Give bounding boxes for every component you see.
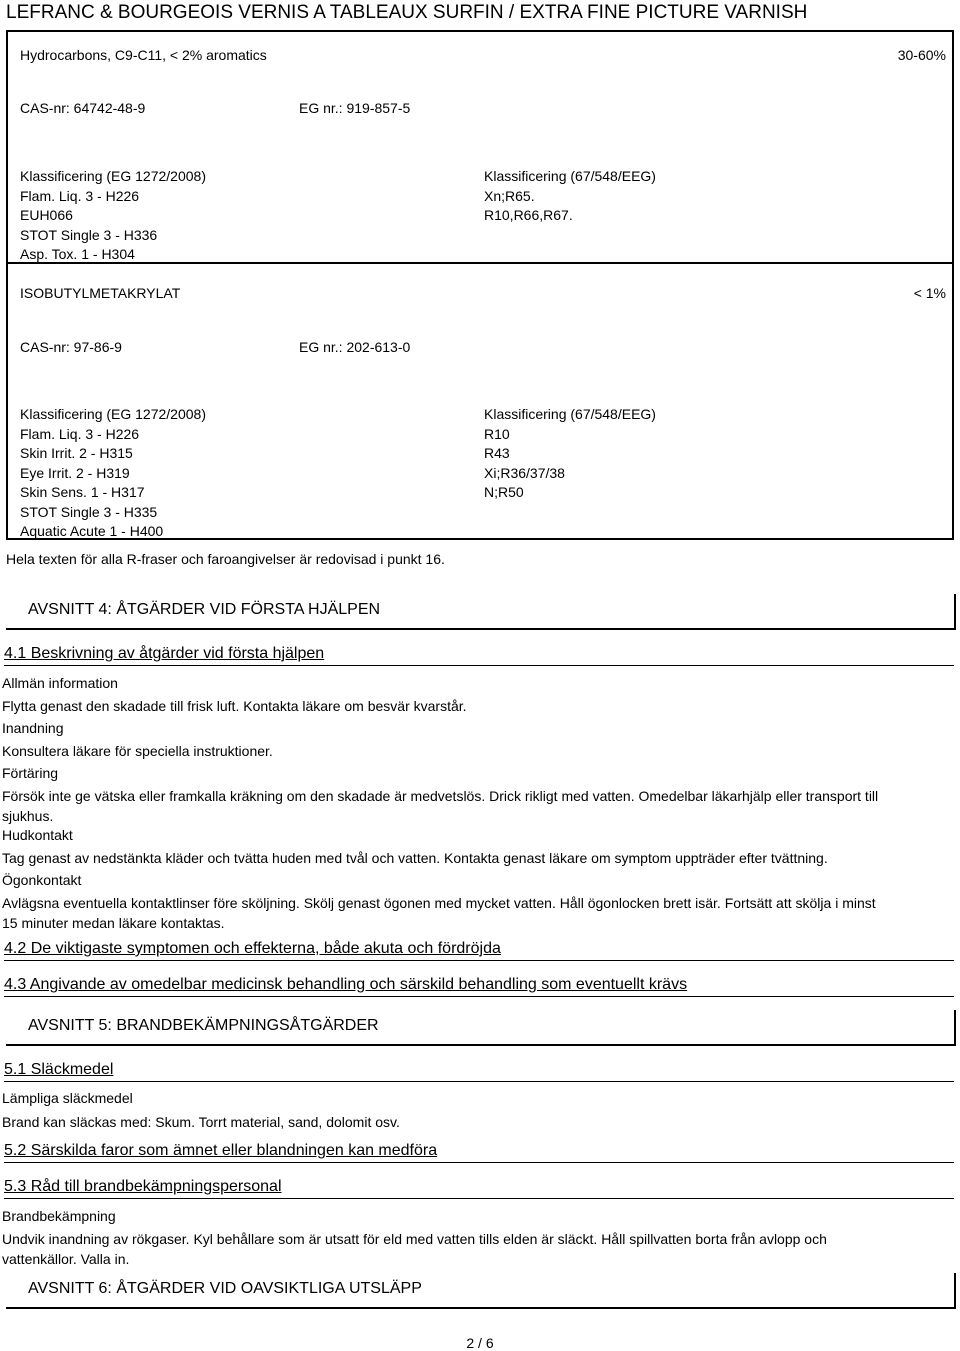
document-title: LEFRANC & BOURGEOIS VERNIS A TABLEAUX SURFIN / EXTRA FINE PICTURE VARNISH <box>6 2 808 23</box>
divider <box>4 1162 954 1163</box>
firefighting-text: Undvik inandning av rökgaser. Kyl behållare som är utsatt för eld med vatten tills elden är släckt. Håll spillvatten borta från avlopp och vattenkällor. Valla in. <box>2 1231 827 1267</box>
skin-contact-text: Tag genast av nedstänkta kläder och tvätta huden med tvål och vatten. Kontakta genast läkare om symptom uppträder efter tvättning. <box>2 850 828 866</box>
classification-eeg <box>484 405 656 503</box>
eg-number: EG nr.: 202-613-0 <box>299 339 411 355</box>
divider <box>4 996 954 997</box>
extinguishing-media-text: Brand kan släckas med: Skum. Torrt material, sand, dolomit osv. <box>2 1114 400 1130</box>
classification-item: Skin Sens. 1 - H317 <box>20 484 145 500</box>
component-concentration: 30-60% <box>897 47 946 63</box>
classification-item: R10 <box>484 425 510 442</box>
inhalation-label: Inandning <box>2 720 64 736</box>
subsection-5-2-heading: 5.2 Särskilda faror som ämnet eller blandningen kan medföra <box>4 1142 438 1159</box>
classification-item: Flam. Liq. 3 - H226 <box>20 187 140 204</box>
classification-eg <box>20 405 206 542</box>
divider <box>4 960 954 961</box>
eg-number: EG nr.: 919-857-5 <box>299 100 411 116</box>
classification-item: STOT Single 3 - H336 <box>20 226 158 243</box>
classification-item: Eye Irrit. 2 - H319 <box>20 464 130 481</box>
classification-item: Flam. Liq. 3 - H226 <box>20 425 140 442</box>
classification-eg-title: Klassificering (EG 1272/2008) <box>20 406 206 422</box>
classification-item: Xn;R65. <box>484 187 535 204</box>
subsection-4-1-heading: 4.1 Beskrivning av åtgärder vid första hjälpen <box>4 645 325 662</box>
section-5-header <box>6 1010 956 1046</box>
component-name: ISOBUTYLMETAKRYLAT <box>20 285 181 301</box>
classification-item: Xi;R36/37/38 <box>484 464 565 481</box>
classification-eeg-title: Klassificering (67/548/EEG) <box>484 168 656 184</box>
section-6-header <box>6 1273 956 1309</box>
classification-item: Skin Irrit. 2 - H315 <box>20 445 133 461</box>
eye-contact-label: Ögonkontakt <box>2 872 82 888</box>
classification-eeg-title: Klassificering (67/548/EEG) <box>484 406 656 422</box>
inhalation-text: Konsultera läkare för speciella instruktioner. <box>2 743 273 759</box>
component-concentration: < 1% <box>913 285 946 301</box>
cas-number: CAS-nr: 64742-48-9 <box>20 100 146 116</box>
general-info-label: Allmän information <box>2 675 118 691</box>
page-number: 2 / 6 <box>466 1335 494 1351</box>
subsection-5-1-heading: 5.1 Släckmedel <box>4 1061 114 1078</box>
section-5-title: AVSNITT 5: BRANDBEKÄMPNINGSÅTGÄRDER <box>28 1017 379 1034</box>
section-6-title: AVSNITT 6: ÅTGÄRDER VID OAVSIKTLIGA UTSLÄPP <box>28 1280 422 1297</box>
divider <box>4 1081 954 1082</box>
subsection-4-2-heading: 4.2 De viktigaste symptomen och effekterna, både akuta och fördröjda <box>4 940 501 957</box>
component-name: Hydrocarbons, C9-C11, < 2% aromatics <box>20 47 267 63</box>
classification-eeg <box>484 167 656 226</box>
section-4-header <box>6 594 956 630</box>
subsection-4-3-heading: 4.3 Angivande av omedelbar medicinsk behandling och särskild behandling som eventuellt krävs <box>4 976 688 993</box>
component-block-1 <box>6 30 954 264</box>
firefighting-label: Brandbekämpning <box>2 1208 116 1224</box>
classification-eg-title: Klassificering (EG 1272/2008) <box>20 168 206 184</box>
classification-item: R43 <box>484 445 510 461</box>
classification-item: Aquatic Acute 1 - H400 <box>20 523 164 539</box>
eye-contact-text: Avlägsna eventuella kontaktlinser före sköljning. Skölj genast ögonen med mycket vatten. Håll ögonlocken brett isär. Fortsätt att skölja i minst 15 minuter medan läkare kontaktas. <box>2 895 876 931</box>
classification-item: R10,R66,R67. <box>484 207 573 223</box>
ingestion-text: Försök inte ge vätska eller framkalla kräkning om den skadade är medvetslös. Drick rikligt med vatten. Omedelbar läkarhjälp eller transport till sjukhus. <box>2 788 879 824</box>
classification-item: STOT Single 3 - H335 <box>20 503 158 520</box>
divider <box>4 665 954 666</box>
ingestion-label: Förtäring <box>2 765 59 781</box>
component-block-2 <box>6 262 954 540</box>
skin-contact-label: Hudkontakt <box>2 827 73 843</box>
r-phrase-note: Hela texten för alla R-fraser och faroangivelser är redovisad i punkt 16. <box>6 551 445 567</box>
divider <box>4 1198 954 1199</box>
classification-item: N;R50 <box>484 484 524 500</box>
cas-number: CAS-nr: 97-86-9 <box>20 339 122 355</box>
section-4-title: AVSNITT 4: ÅTGÄRDER VID FÖRSTA HJÄLPEN <box>28 601 381 618</box>
subsection-5-3-heading: 5.3 Råd till brandbekämpningspersonal <box>4 1178 282 1195</box>
classification-eg <box>20 167 206 265</box>
extinguishing-media-label: Lämpliga släckmedel <box>2 1090 133 1106</box>
general-info-text: Flytta genast den skadade till frisk luft. Kontakta läkare om besvär kvarstår. <box>2 698 467 714</box>
classification-item: Asp. Tox. 1 - H304 <box>20 246 135 262</box>
classification-item: EUH066 <box>20 207 73 223</box>
